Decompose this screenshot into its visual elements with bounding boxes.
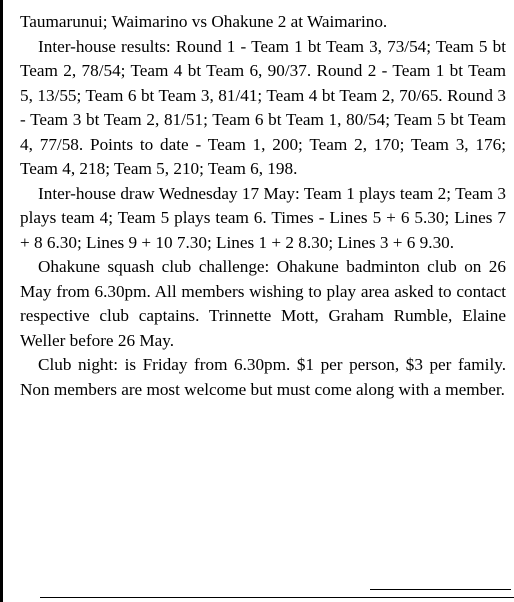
article-paragraph-results: Inter-house results: Round 1 - Team 1 bt Team 3, 73/54; Team 5 bt Team 2, 78/54; Team 4 bt Team 6, 90/37. Round 2 - Team 1 bt Team 5, 13/55; Team 6 bt Team 3, 81/41; Team 4 bt Team 2, 70/65. Round 3 - Team 3 bt Team 2, 81/51; Team 6 bt Team 1, 80/54; Team 5 bt Team 4, 77/58. Points to date - Team 1, 200; Team 2, 170; Team 3, 176; Team 4, 218; Team 5, 210; Team 6, 198.	[20, 36, 506, 178]
column-bottom-rule	[40, 597, 514, 598]
end-of-article-rule	[370, 589, 511, 590]
article-paragraph-draw: Inter-house draw Wednesday 17 May: Team 1 plays team 2; Team 3 plays team 4; Team 5 plays team 6. Times - Lines 5 + 6 5.30; Lines 7 + 8 6.30; Lines 9 + 10 7.30; Lines 1 + 2 8.30; Lines 3 + 6 9.30.	[20, 183, 506, 252]
article-paragraph-fixtures: Taumarunui; Waimarino vs Ohakune 2 at Waimarino.	[20, 12, 388, 31]
article-paragraph-challenge: Ohakune squash club challenge: Ohakune badminton club on 26 May from 6.30pm. All members wishing to play area asked to contact respective club captains. Trinnette Mott, Graham Rumble, Elaine Weller before 26 May.	[20, 257, 506, 350]
article-paragraph-club-night: Club night: is Friday from 6.30pm. $1 per person, $3 per family. Non members are most welcome but must come along with a member.	[20, 355, 506, 399]
